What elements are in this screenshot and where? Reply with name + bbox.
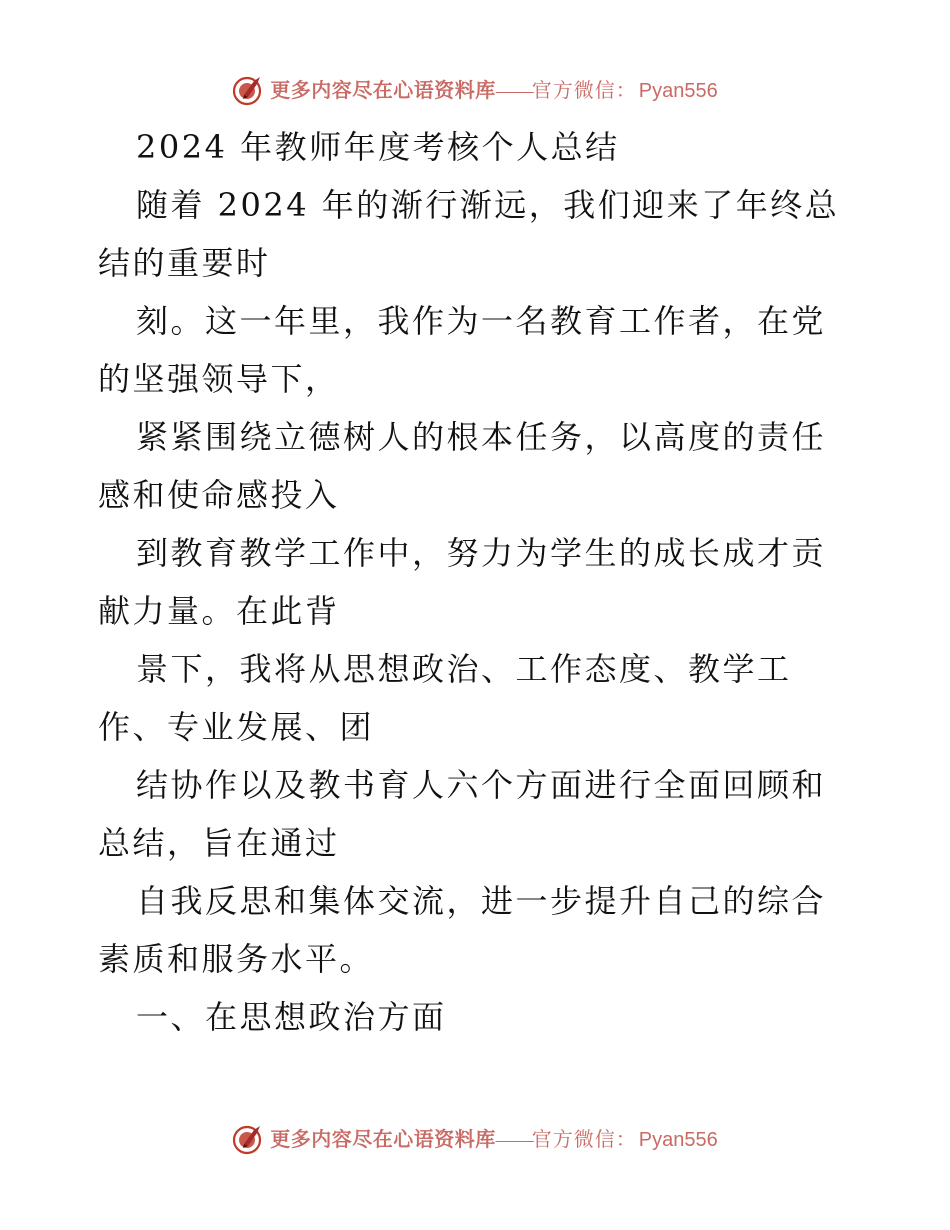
paragraph-7: 自我反思和集体交流，进一步提升自己的综合素质和服务水平。 <box>98 882 827 978</box>
banner-lead-text: 更多内容尽在心语资料库 <box>270 1126 496 1151</box>
paragraph-4: 到教育教学工作中，努力为学生的成长成才贡献力量。在此背 <box>98 534 827 630</box>
document-title: 2024 年教师年度考核个人总结 <box>136 128 620 166</box>
header-banner <box>0 70 950 110</box>
paragraph-5: 景下，我将从思想政治、工作态度、教学工作、专业发展、团 <box>98 650 792 746</box>
pen-nib-circle-icon <box>232 73 266 107</box>
banner-dash: —— <box>495 79 532 102</box>
document-body <box>98 118 858 1046</box>
paragraph-2: 刻。这一年里，我作为一名教育工作者，在党的坚强领导下， <box>98 302 827 398</box>
banner-wechat-handle: Pyan556 <box>638 1128 718 1151</box>
paragraph-6: 结协作以及教书育人六个方面进行全面回顾和总结，旨在通过 <box>98 766 827 862</box>
banner-wechat-label: 官方微信： <box>531 77 637 102</box>
banner-wechat-label: 官方微信： <box>531 1126 637 1151</box>
banner-wechat-handle: Pyan556 <box>638 79 718 102</box>
pen-nib-circle-icon <box>232 1122 266 1156</box>
banner-lead-text: 更多内容尽在心语资料库 <box>270 77 496 102</box>
paragraph-1: 随着 2024 年的渐行渐远，我们迎来了年终总结的重要时 <box>98 186 840 282</box>
section-heading: 一、在思想政治方面 <box>136 998 447 1036</box>
banner-text <box>270 77 718 102</box>
banner-text <box>270 1126 718 1151</box>
footer-banner <box>0 1119 950 1159</box>
paragraph-3: 紧紧围绕立德树人的根本任务，以高度的责任感和使命感投入 <box>98 418 827 514</box>
banner-dash: —— <box>495 1128 532 1151</box>
